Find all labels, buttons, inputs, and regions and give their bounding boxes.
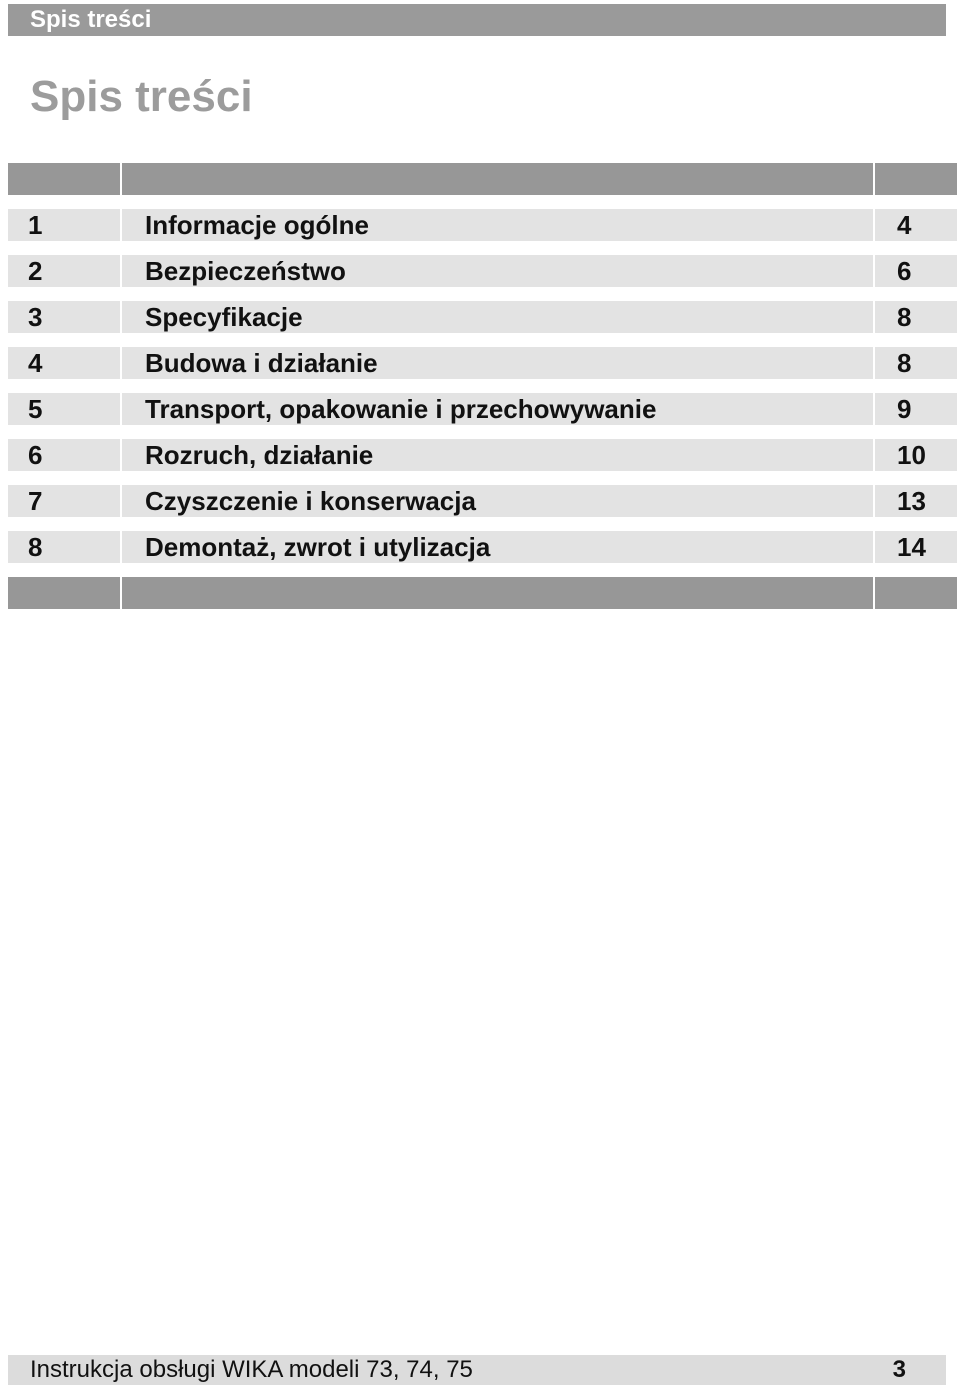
toc-entry[interactable] bbox=[8, 485, 957, 517]
toc-entry-number: 6 bbox=[8, 439, 120, 471]
toc-bottom-band bbox=[8, 577, 957, 609]
toc-entry-number: 3 bbox=[8, 301, 120, 333]
toc-entry-number: 4 bbox=[8, 347, 120, 379]
toc-entry[interactable] bbox=[8, 347, 957, 379]
table-of-contents bbox=[8, 163, 957, 609]
toc-entry[interactable] bbox=[8, 301, 957, 333]
toc-entry-number: 5 bbox=[8, 393, 120, 425]
toc-entry-page: 6 bbox=[875, 255, 957, 287]
toc-entry[interactable] bbox=[8, 531, 957, 563]
toc-entry-number: 8 bbox=[8, 531, 120, 563]
toc-entry-title: Czyszczenie i konserwacja bbox=[122, 485, 873, 517]
toc-entry-title: Rozruch, działanie bbox=[122, 439, 873, 471]
section-header-bar bbox=[8, 4, 946, 36]
toc-entry[interactable] bbox=[8, 393, 957, 425]
toc-entry-title: Demontaż, zwrot i utylizacja bbox=[122, 531, 873, 563]
toc-entry-page: 10 bbox=[875, 439, 957, 471]
toc-entry-page: 9 bbox=[875, 393, 957, 425]
page-title: Spis treści bbox=[30, 72, 253, 121]
page-footer bbox=[8, 1355, 946, 1385]
toc-entry-title: Specyfikacje bbox=[122, 301, 873, 333]
toc-entry-page: 8 bbox=[875, 347, 957, 379]
toc-entry-title: Transport, opakowanie i przechowywanie bbox=[122, 393, 873, 425]
toc-entry[interactable] bbox=[8, 255, 957, 287]
section-header-label: Spis treści bbox=[30, 6, 152, 33]
toc-top-band bbox=[8, 163, 957, 195]
toc-entry-number: 1 bbox=[8, 209, 120, 241]
footer-manual-title: Instrukcja obsługi WIKA modeli 73, 74, 75 bbox=[30, 1356, 473, 1383]
toc-entry-page: 14 bbox=[875, 531, 957, 563]
toc-entry[interactable] bbox=[8, 209, 957, 241]
footer-page-number: 3 bbox=[892, 1356, 906, 1383]
toc-entry-title: Bezpieczeństwo bbox=[122, 255, 873, 287]
toc-entry-title: Budowa i działanie bbox=[122, 347, 873, 379]
toc-entry-number: 2 bbox=[8, 255, 120, 287]
toc-entry-page: 4 bbox=[875, 209, 957, 241]
toc-entry-page: 13 bbox=[875, 485, 957, 517]
toc-entry-page: 8 bbox=[875, 301, 957, 333]
toc-entry-number: 7 bbox=[8, 485, 120, 517]
toc-entry[interactable] bbox=[8, 439, 957, 471]
toc-entry-title: Informacje ogólne bbox=[122, 209, 873, 241]
